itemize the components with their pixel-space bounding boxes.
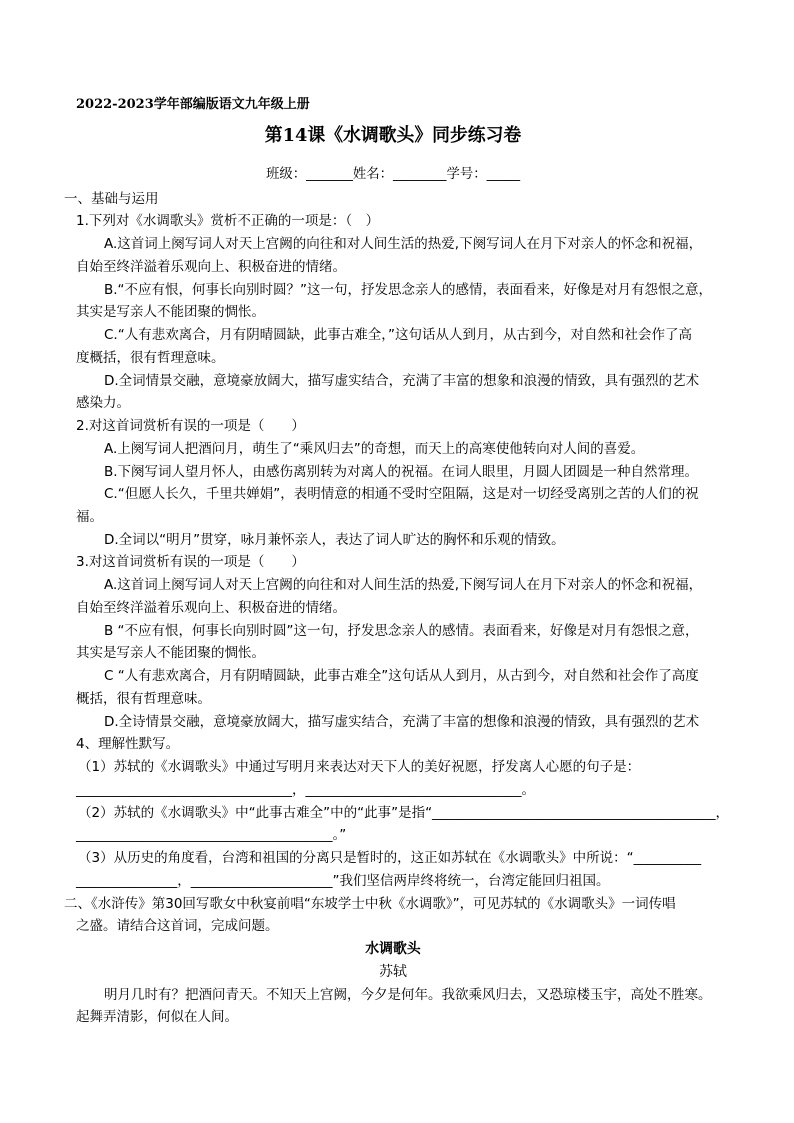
question-stem: 4、理解性默写。 (76, 736, 180, 752)
option-text: 自始至终洋溢着乐观向上、积极奋进的情绪。 (76, 600, 346, 616)
option-text: 度概括，很有哲理意味。 (76, 350, 225, 366)
question-stem: 3.对这首词赏析有误的一项是（ ） (76, 554, 305, 570)
option-text: C.“但愿人长久，千里共婵娟”，表明情意的相通不受时空阻隔，这是对一切经受离别之苦的人们的祝 (104, 486, 699, 502)
answer-blank-line: _______________，_____________________”我们坚信两岸终将统一，台湾定能回归祖国。 (76, 873, 610, 889)
option-text: 感染力。 (76, 395, 130, 411)
fill-in-question: （2）苏轼的《水调歌头》中“此事古难全”中的“此事”是指“__________________________________________， (78, 805, 730, 821)
option-text: B “不应有恨，何事长向别时圆”这一句，抒发思念亲人的感情。表面看来，好像是对月有怨恨之意， (104, 623, 699, 639)
section-heading: 二、《水浒传》第30回写歌女中秋宴前唱“东坡学士中秋《水调歌》”，可见苏轼的《水调歌头》一词传唱 (64, 896, 676, 912)
option-text: C.“人有悲欢离合，月有阴晴圆缺，此事古难全，”这句话从人到月，从古到今，对自然和社会作了高 (104, 327, 692, 343)
option-text: D.全词以“明月”贯穿，咏月兼怀亲人，表达了词人旷达的胸怀和乐观的情致。 (104, 532, 565, 548)
option-text: A.上阕写词人把酒问月，萌生了“乘风归去”的奇想，而天上的高寒使他转向对人间的喜爱。 (104, 441, 645, 457)
question-stem: 1.下列对《水调歌头》赏析不正确的一项是：（ ） (76, 213, 380, 229)
option-text: 概括，很有哲理意味。 (76, 691, 211, 707)
option-text: D.全诗情景交融，意境豪放阔大，描写虚实结合，充满了丰富的想像和浪漫的情致，具有强烈的艺术 (104, 714, 700, 730)
answer-blank-line: ______________________________________。” (76, 827, 347, 843)
fill-in-question: （3）从历史的角度看，台湾和祖国的分离只是暂时的，这正如苏轼在《水调歌头》中所说：“__________ (78, 850, 702, 866)
option-text: A.这首词上阕写词人对天上宫阙的向往和对人间生活的热爱,下阕写词人在月下对亲人的怀念和祝福， (104, 236, 703, 252)
poem-text: 起舞弄清影，何似在人间。 (76, 1009, 238, 1025)
section-heading: 一、基础与运用 (64, 191, 159, 207)
poem-title: 水调歌头 (365, 941, 421, 957)
series-header: 2022-2023学年部编版语文九年级上册 (76, 97, 310, 112)
poem-author: 苏轼 (379, 964, 407, 980)
option-text: 福。 (76, 509, 103, 525)
page-title: 第14课《水调歌头》同步练习卷 (264, 125, 522, 146)
fill-in-question: （1）苏轼的《水调歌头》中通过写明月来表达对天下人的美好祝愿，抒发离人心愿的句子是： (78, 759, 641, 775)
option-text: D.全词情景交融，意境豪放阔大，描写虚实结合，充满了丰富的想象和浪漫的情致，具有强烈的艺术 (104, 373, 700, 389)
answer-blank-line: ________________________________，________________________________。 (76, 782, 535, 798)
option-text: 其实是写亲人不能团聚的惆怅。 (76, 645, 265, 661)
option-text: B.“不应有恨，何事长向别时圆？”这一句，抒发思念亲人的感情，表面看来，好像是对月有怨恨之意， (104, 282, 713, 298)
option-text: A.这首词上阕写词人对天上宫阙的向往和对人间生活的热爱,下阕写词人在月下对亲人的怀念和祝福， (104, 577, 703, 593)
poem-text: 明月几时有？把酒问青天。不知天上宫阙，今夕是何年。我欲乘风归去，又恐琼楼玉宇，高处不胜寒。 (104, 987, 712, 1003)
option-text: C “人有悲欢离合，月有阴晴圆缺，此事古难全”这句话从人到月，从古到今，对自然和社会作了高度 (104, 668, 699, 684)
option-text: 其实是写亲人不能团聚的惆怅。 (76, 304, 265, 320)
option-text: 自始至终洋溢着乐观向上、积极奋进的情绪。 (76, 259, 346, 275)
section-heading: 之盛。请结合这首词，完成问题。 (76, 918, 279, 934)
option-text: B.下阕写词人望月怀人，由感伤离别转为对离人的祝福。在词人眼里，月圆人团圆是一种自然常理。 (104, 464, 699, 480)
question-stem: 2.对这首词赏析有误的一项是（ ） (76, 418, 305, 434)
student-info-line: 班级：_______姓名：________学号：_____ (266, 166, 520, 182)
